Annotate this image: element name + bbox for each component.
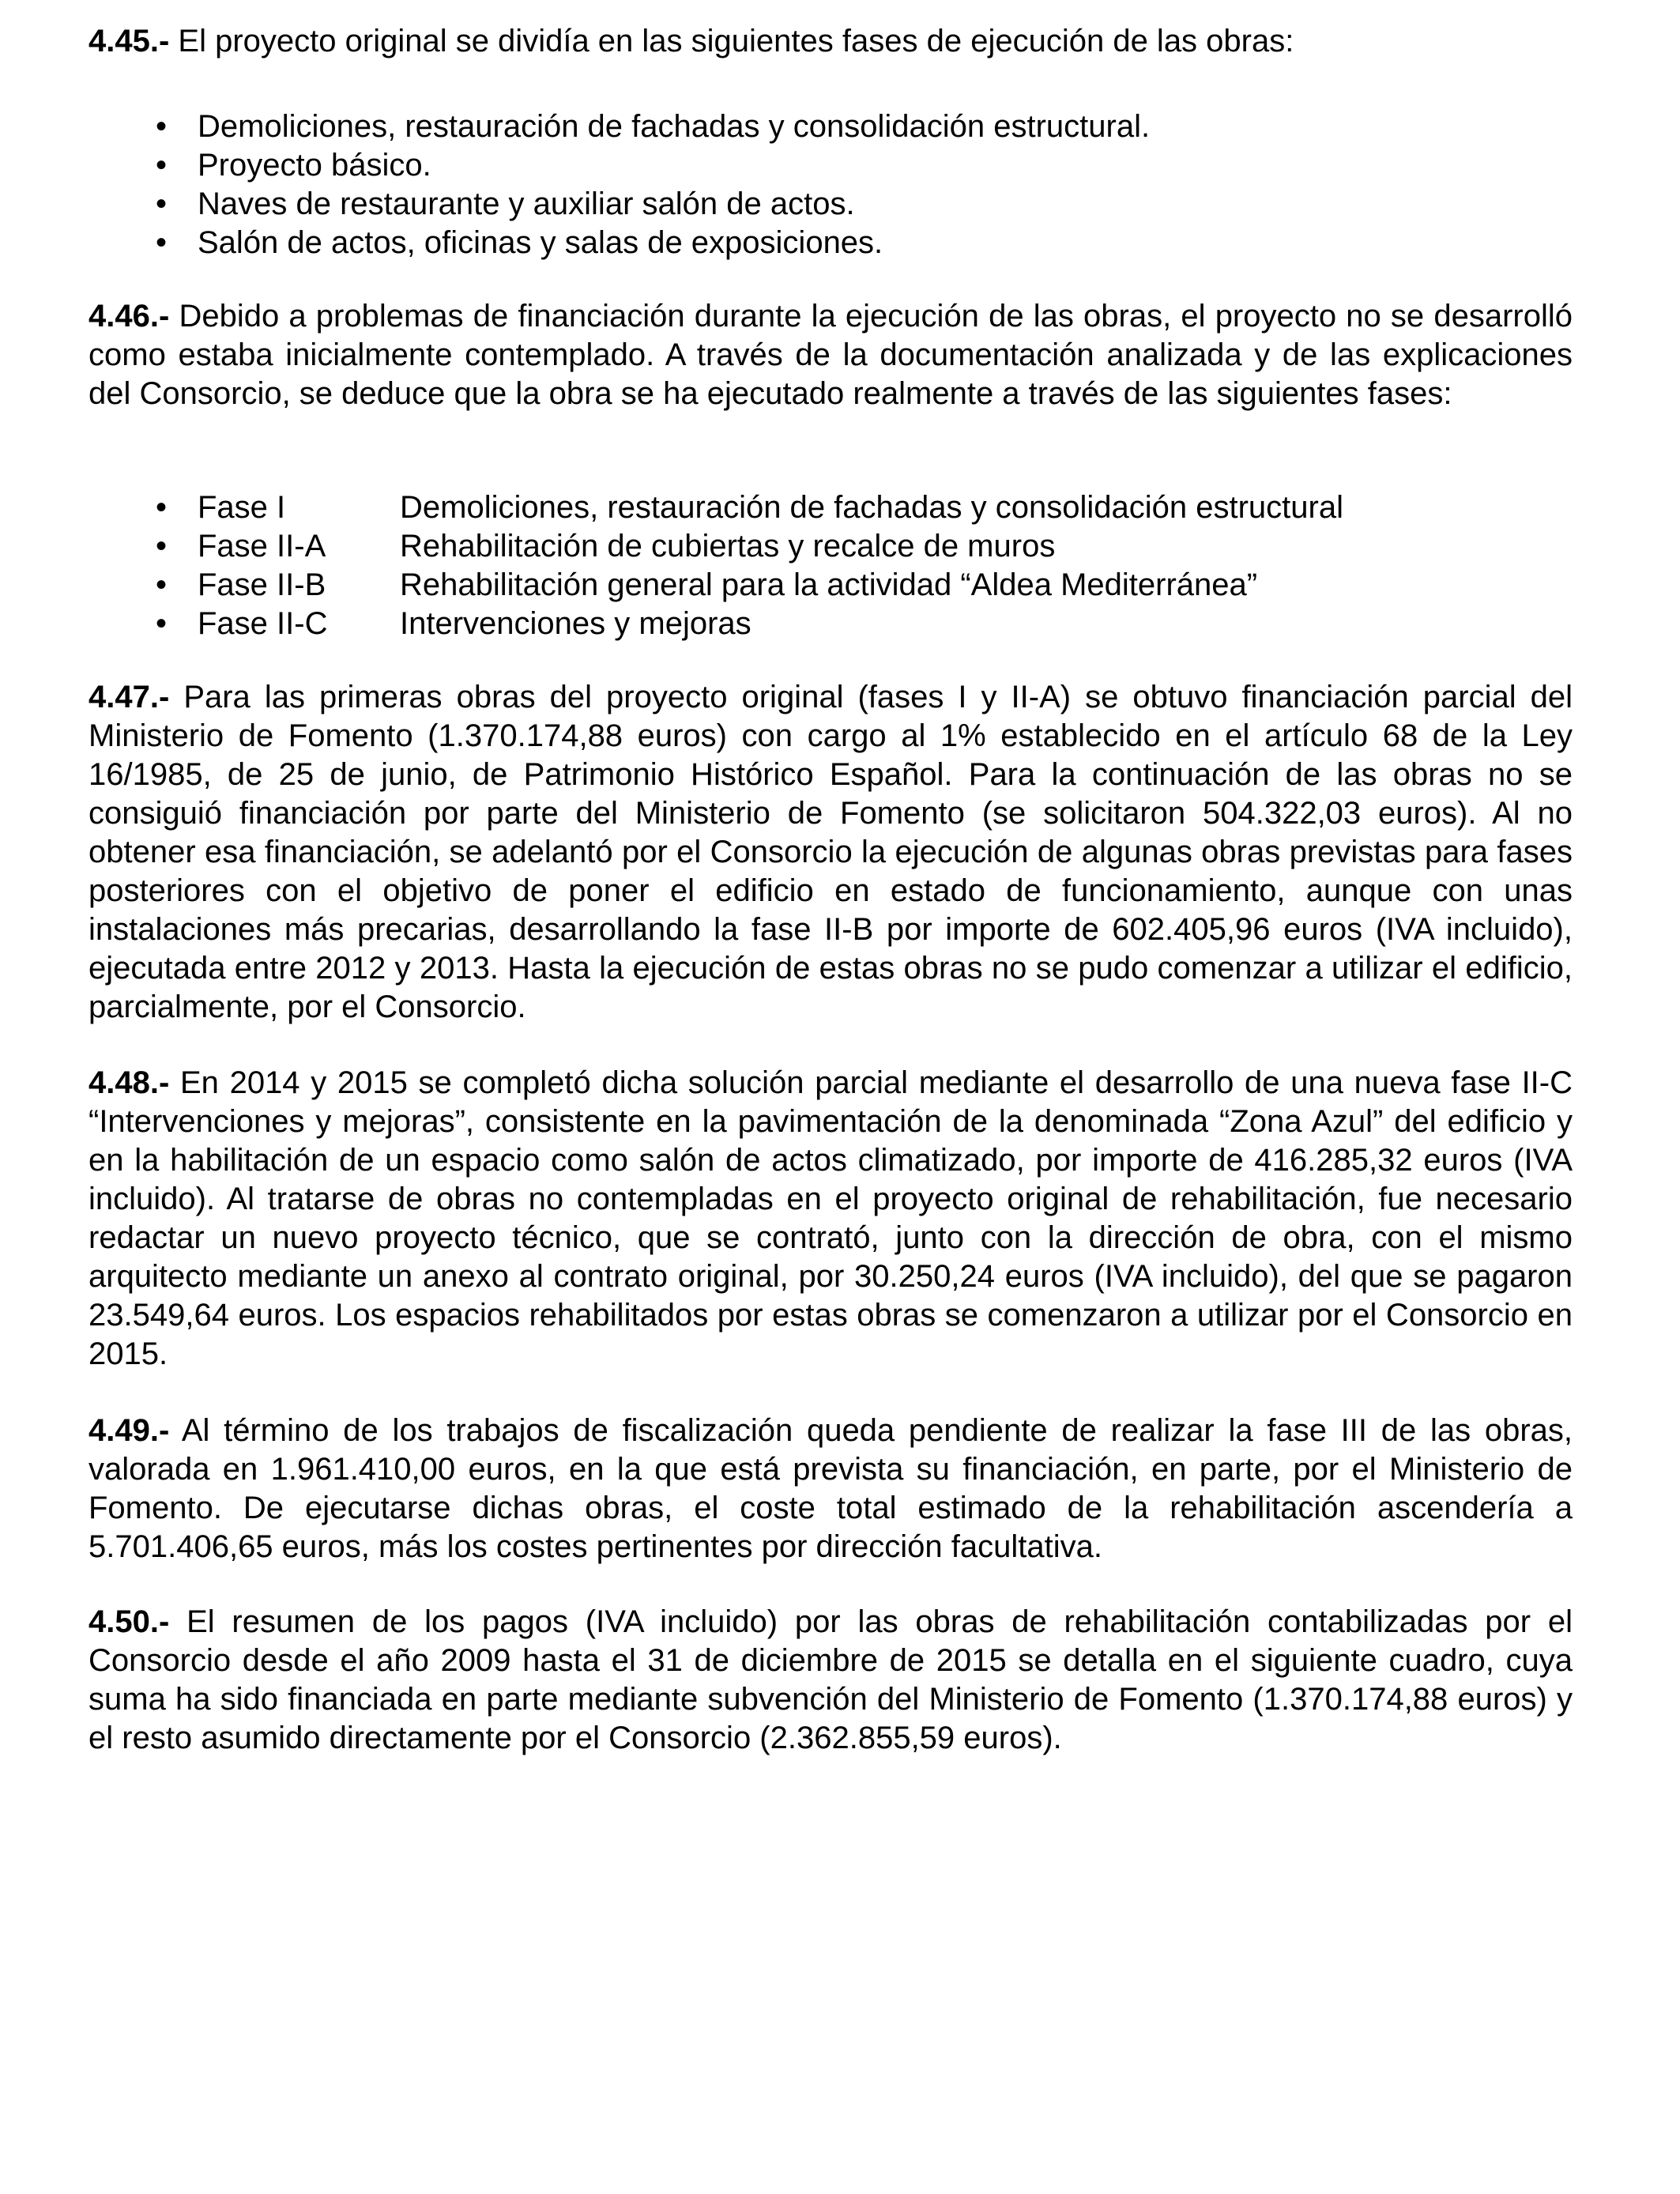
phase-code: Fase I xyxy=(198,490,286,525)
bullet-icon: • xyxy=(155,529,167,564)
phase-code: Fase II-B xyxy=(198,567,326,602)
list-item-text: Proyecto básico. xyxy=(198,148,431,183)
list-item xyxy=(89,146,1573,185)
phase-code: Fase II-C xyxy=(198,606,328,641)
paragraph-number: 4.46.- xyxy=(89,299,170,334)
paragraph-text: El resumen de los pagos (IVA incluido) por las obras de rehabilitación contabilizadas por el Consorcio desde el año 2009 hasta el 31 de diciembre de 2015 se detalla en el siguiente cuadro, cuya suma ha sido financiada en parte mediante subvención del Ministerio de Fomento (1.370.174,88 euros) y el resto asumido directamente por el Consorcio (2.362.855,59 euros). xyxy=(89,1604,1573,1755)
paragraph-4-45 xyxy=(89,22,1573,61)
paragraph-text: El proyecto original se dividía en las siguientes fases de ejecución de las obras: xyxy=(169,24,1294,58)
list-item xyxy=(89,488,1573,527)
bullet-icon: • xyxy=(155,109,167,144)
paragraph-number: 4.47.- xyxy=(89,680,170,714)
paragraph-text: En 2014 y 2015 se completó dicha solución parcial mediante el desarrollo de una nueva fase II-C “Intervenciones y mejoras”, consistente en la pavimentación de la denominada “Zona Azul” del edificio y en la habilitación de un espacio como salón de actos climatizado, por importe de 416.285,32 euros (IVA incluido). Al tratarse de obras no contempladas en el proyecto original de rehabilitación, fue necesario redactar un nuevo proyecto técnico, que se contrató, junto con la dirección de obra, con el mismo arquitecto mediante un anexo al contrato original, por 30.250,24 euros (IVA incluido), del que se pagaron 23.549,64 euros. Los espacios rehabilitados por estas obras se comenzaron a utilizar por el Consorcio en 2015. xyxy=(89,1065,1573,1371)
bullet-icon: • xyxy=(155,225,167,260)
paragraph-4-47 xyxy=(89,678,1573,1027)
list-item xyxy=(89,107,1573,146)
paragraph-4-49 xyxy=(89,1412,1573,1566)
phase-description: Intervenciones y mejoras xyxy=(400,606,751,641)
executed-phases-list xyxy=(89,488,1573,643)
paragraph-number: 4.45.- xyxy=(89,24,170,58)
bullet-icon: • xyxy=(155,148,167,183)
phase-description: Demoliciones, restauración de fachadas y consolidación estructural xyxy=(400,490,1343,525)
bullet-icon: • xyxy=(155,606,167,641)
paragraph-4-50 xyxy=(89,1603,1573,1758)
list-item xyxy=(89,605,1573,643)
list-item xyxy=(89,566,1573,605)
paragraph-number: 4.49.- xyxy=(89,1413,170,1448)
paragraph-4-46 xyxy=(89,297,1573,413)
phase-description: Rehabilitación general para la actividad “Aldea Mediterránea” xyxy=(400,567,1258,602)
list-item xyxy=(89,224,1573,262)
paragraph-text: Para las primeras obras del proyecto original (fases I y II-A) se obtuvo financiación parcial del Ministerio de Fomento (1.370.174,88 euros) con cargo al 1% establecido en el artículo 68 de la Ley 16/1985, de 25 de junio, de Patrimonio Histórico Español. Para la continuación de las obras no se consiguió financiación por parte del Ministerio de Fomento (se solicitaron 504.322,03 euros). Al no obtener esa financiación, se adelantó por el Consorcio la ejecución de algunas obras previstas para fases posteriores con el objetivo de poner el edificio en estado de funcionamiento, aunque con unas instalaciones más precarias, desarrollando la fase II-B por importe de 602.405,96 euros (IVA incluido), ejecutada entre 2012 y 2013. Hasta la ejecución de estas obras no se pudo comenzar a utilizar el edificio, parcialmente, por el Consorcio. xyxy=(89,680,1573,1024)
phase-code: Fase II-A xyxy=(198,529,326,564)
paragraph-number: 4.50.- xyxy=(89,1604,170,1639)
bullet-icon: • xyxy=(155,567,167,602)
list-item-text: Salón de actos, oficinas y salas de exposiciones. xyxy=(198,225,883,260)
paragraph-text: Debido a problemas de financiación durante la ejecución de las obras, el proyecto no se desarrolló como estaba inicialmente contemplado. A través de la documentación analizada y de las explicaciones del Consorcio, se deduce que la obra se ha ejecutado realmente a través de las siguientes fases: xyxy=(89,299,1573,411)
list-item xyxy=(89,185,1573,224)
list-item-text: Demoliciones, restauración de fachadas y consolidación estructural. xyxy=(198,109,1151,144)
bullet-icon: • xyxy=(155,490,167,525)
original-phases-list xyxy=(89,107,1573,262)
phase-description: Rehabilitación de cubiertas y recalce de muros xyxy=(400,529,1056,564)
paragraph-text: Al término de los trabajos de fiscalización queda pendiente de realizar la fase III de las obras, valorada en 1.961.410,00 euros, en la que está prevista su financiación, en parte, por el Ministerio de Fomento. De ejecutarse dichas obras, el coste total estimado de la rehabilitación ascendería a 5.701.406,65 euros, más los costes pertinentes por dirección facultativa. xyxy=(89,1413,1573,1564)
paragraph-number: 4.48.- xyxy=(89,1065,170,1100)
list-item xyxy=(89,527,1573,566)
paragraph-4-48 xyxy=(89,1064,1573,1374)
list-item-text: Naves de restaurante y auxiliar salón de actos. xyxy=(198,187,855,221)
bullet-icon: • xyxy=(155,187,167,221)
